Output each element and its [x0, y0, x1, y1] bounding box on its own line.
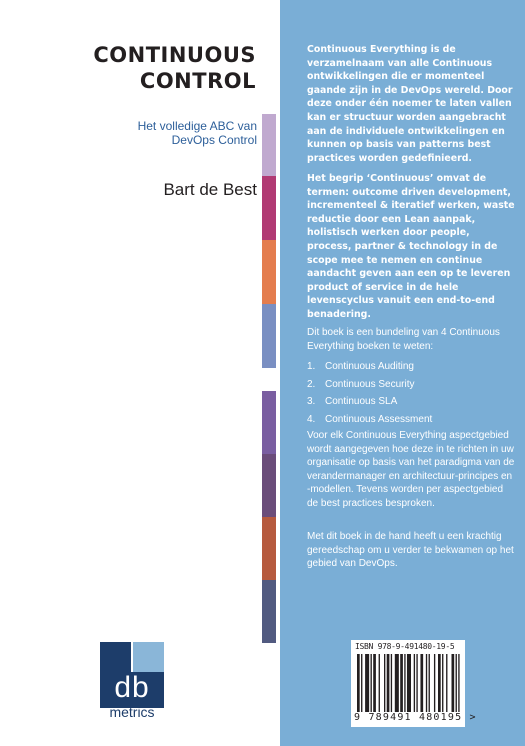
- logo-text-db: db: [100, 672, 164, 708]
- book-title-line2: CONTROL: [139, 69, 256, 93]
- barcode-bar: [365, 654, 369, 712]
- color-band-6: [262, 454, 276, 517]
- barcode-bar: [391, 654, 392, 712]
- color-band-4: [262, 304, 276, 368]
- color-band-5: [262, 391, 276, 454]
- color-band-2: [262, 176, 276, 240]
- list-item: [307, 378, 515, 396]
- barcode-graphic: [355, 654, 461, 712]
- back-paragraph-2: Het begrip ‘Continuous’ omvat de termen: outcome driven development, incrementeel & iteratief werken, waste reductie door een Lean aanpak, holistisch werken door people, process, partner & technology in de scope mee te nemen en continue aandacht geven aan een op te leveren product of service in de hele levenscyclus vanuit een end-to-end benadering.: [307, 173, 515, 320]
- list-item-number: 3.: [307, 396, 316, 408]
- barcode-bar: [438, 654, 441, 712]
- barcode-bar: [371, 654, 372, 712]
- barcode-bar: [407, 654, 411, 712]
- barcode-bar: [395, 654, 399, 712]
- list-item: [307, 360, 515, 378]
- barcode-bar: [452, 654, 455, 712]
- barcode-bar: [456, 654, 457, 712]
- barcode-bar: [442, 654, 443, 712]
- barcode-bar: [373, 654, 376, 712]
- barcode-bar: [379, 654, 380, 712]
- barcode-bar: [416, 654, 417, 712]
- back-paragraph-1: Continuous Everything is de verzamelnaam van alle Continuous ontwikkelingen die er momenteel gaande zijn in de DevOps wereld. Door deze onder één noemer te laten vallen kan er structuur worden aangebracht aan de individuele ontwikkelingen en kunnen op basis van patterns best practices worden gedefinieerd.: [307, 44, 513, 164]
- list-item-number: 1.: [307, 361, 316, 372]
- back-paragraph-4: Voor elk Continuous Everything aspectgebied wordt aangegeven hoe deze in te richten in uw organisatie op basis van het paradigma van de verandermanager en architectuur-principes en -modellen. Tevens worden per aspectgebied de best practices besproken.: [307, 430, 515, 509]
- barcode-bar: [458, 654, 459, 712]
- barcode-bar: [361, 654, 362, 712]
- back-paragraph-5: Met dit boek in de hand heeft u een krachtig gereedschap om u verder te bekwamen op het gebied van DevOps.: [307, 531, 514, 570]
- isbn-barcode-box: [351, 640, 477, 727]
- barcode-bar: [434, 654, 435, 712]
- color-band-7: [262, 517, 276, 580]
- barcode-bar: [420, 654, 423, 712]
- list-item-number: 4.: [307, 413, 316, 425]
- back-paragraph-3: Dit boek is een bundeling van 4 Continuous Everything boeken te weten:: [307, 327, 500, 352]
- list-item: [307, 395, 515, 413]
- list-item-text: Continuous Security: [325, 378, 415, 390]
- book-subtitle-line1: Het volledige ABC van: [137, 119, 257, 133]
- logo-square-top-left: [100, 642, 131, 673]
- barcode-bar: [429, 654, 430, 712]
- barcode-bar: [387, 654, 390, 712]
- ean-digits: 9 789491 480195 >: [354, 712, 477, 723]
- list-item-number: 2.: [307, 378, 316, 390]
- book-author: Bart de Best: [163, 180, 257, 199]
- list-item-text: Continuous Assessment: [325, 413, 433, 425]
- logo-square-top-right: [133, 642, 164, 673]
- list-item-text: Continuous SLA: [325, 396, 398, 408]
- color-band-8: [262, 580, 276, 643]
- color-band-3: [262, 240, 276, 304]
- logo-text-metrics: metrics: [109, 704, 155, 720]
- barcode-bar: [426, 654, 427, 712]
- book-title-line1: CONTINUOUS: [93, 43, 256, 67]
- book-list: [307, 360, 515, 430]
- barcode-bar: [357, 654, 360, 712]
- color-band-1: [262, 114, 276, 176]
- barcode-bar: [400, 654, 403, 712]
- isbn-number: ISBN 978-9-491480-19-5: [355, 642, 455, 651]
- barcode-bar: [384, 654, 385, 712]
- barcode-bar: [446, 654, 447, 712]
- list-item: [307, 413, 515, 431]
- barcode-bar: [414, 654, 415, 712]
- list-item-text: Continuous Auditing: [325, 361, 414, 372]
- barcode-bar: [404, 654, 405, 712]
- book-subtitle-line2: DevOps Control: [171, 133, 257, 147]
